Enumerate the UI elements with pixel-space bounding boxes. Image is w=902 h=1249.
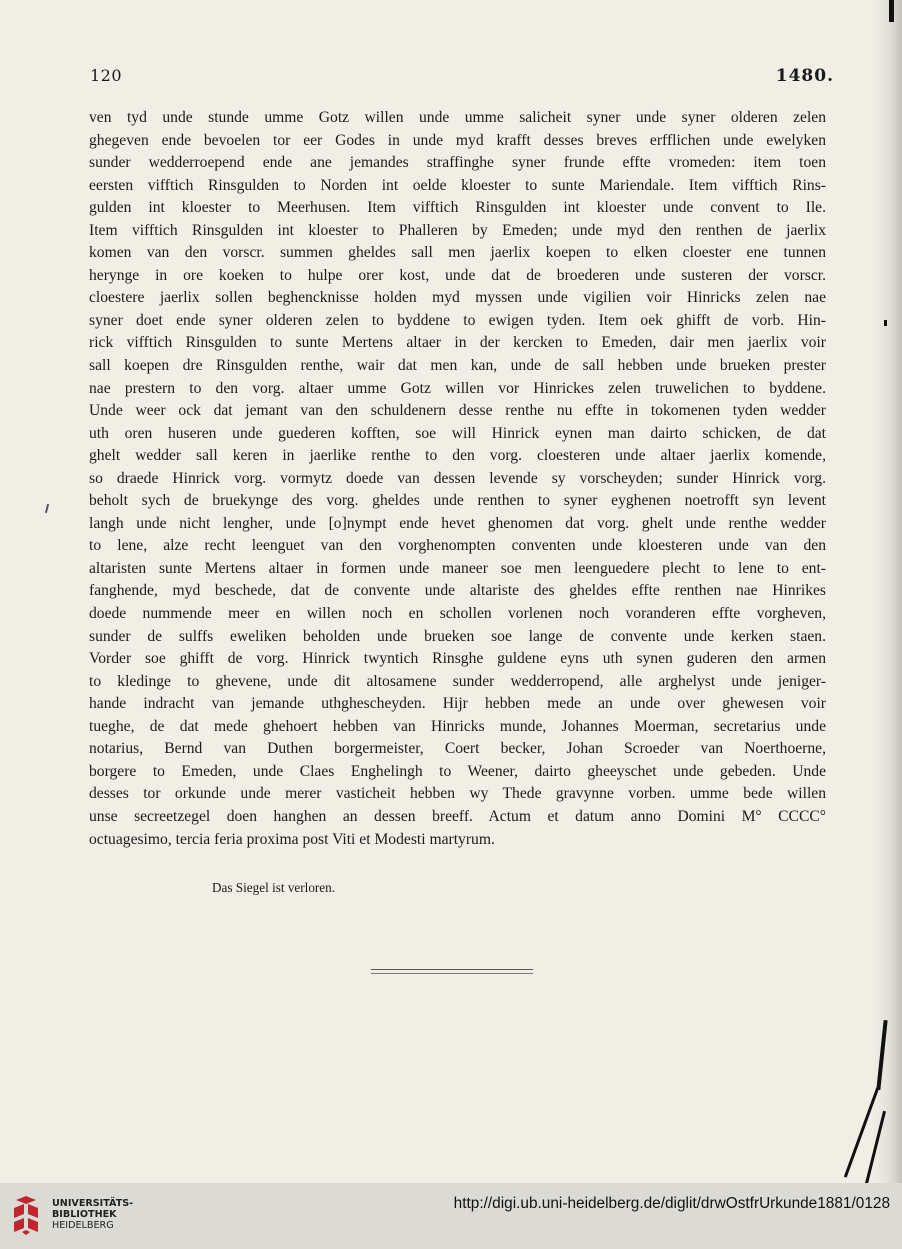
- text-line: herynge in ore koeken to hulpe orer kost, unde dat de broederen unde susteren der vorscr.: [89, 266, 826, 284]
- library-name-line: BIBLIOTHEK: [52, 1208, 117, 1220]
- page-edge-shadow: [872, 0, 902, 1183]
- edge-mark: [889, 0, 894, 22]
- page-number: 120: [90, 66, 123, 85]
- text-line: Unde weer ock dat jemant van den schuldenern desse renthe nu effte in tokomenen tyden wedder: [89, 402, 826, 420]
- text-line: rick vifftich Rinsgulden to sunte Mertens altaer in der kercken to Emeden, dair men jaerlix voir: [89, 334, 826, 352]
- text-line: nae prestern to den vorg. altaer umme Gotz willen vor Hinrickes zelen truwelichen to byddene.: [89, 379, 826, 397]
- text-line: eersten vifftich Rinsgulden to Norden int oelde kloester to sunte Mariendale. Item vifftich Rins-: [89, 176, 826, 194]
- text-line: uth oren huseren unde guederen kofften, soe will Hinrick eynen man dairto schicken, de dat: [89, 424, 826, 442]
- text-line: sunder wedderroepend ende ane jemandes straffinghe syner frunde effte vromeden: item toen: [89, 154, 826, 172]
- text-line: ghegeven ende bevoelen tor eer Godes in unde myd krafft desses breves erfflichen unde ewelyken: [89, 131, 826, 149]
- edge-mark: [884, 320, 887, 326]
- text-line: ghelt wedder sall keren in jaerlike renthe to den vorg. cloesteren unde altaer jaerlix komende,: [89, 447, 826, 465]
- heidelberg-library-logo-icon[interactable]: [12, 1194, 40, 1236]
- library-name-line: UNIVERSITÄTS-: [52, 1198, 134, 1209]
- text-line: langh unde nicht lengher, unde [o]nympt ende hevet ghenomen dat vorg. ghelt unde renthe wedder: [89, 514, 826, 532]
- text-line: borgere to Emeden, unde Claes Enghelingh to Weener, dairto gheeyschet unde gebeden. Unde: [89, 762, 826, 780]
- text-line: notarius, Bernd van Duthen borgermeister, Coert becker, Johan Scroeder van Noerthoerne,: [89, 740, 826, 758]
- viewer-footer: [0, 1183, 902, 1249]
- text-line: beholt sych de bruekynge des vorg. gheldes unde renthen to syner eyghenen noetrofft syn levent: [89, 492, 826, 510]
- library-name[interactable]: [52, 1199, 133, 1231]
- text-line: octuagesimo, tercia feria proxima post Viti et Modesti martyrum.: [89, 830, 495, 848]
- text-line: fanghende, myd beschede, dat de convente unde altariste des gheldes effte renthen nae Hinrikes: [89, 582, 826, 600]
- text-line: sall koepen dre Rinsgulden renthe, wair dat men kan, unde de sall hebben unde brueken prester: [89, 357, 826, 375]
- text-line: Vorder soe ghifft de vorg. Hinrick twyntich Rinsghe guldene eyns uth synen guderen den armen: [89, 650, 826, 668]
- text-line: syner doet ende syner olderen zelen to byddene to ewigen tyden. Item oek ghifft de vorb. Hin-: [89, 311, 826, 329]
- separator-rule: [371, 969, 533, 974]
- text-line: sunder de sulffs eweliken beholden unde brueken soe lange de convente unde kerken staen.: [89, 627, 826, 645]
- library-name-line: HEIDELBERG: [52, 1219, 114, 1231]
- text-line: so draede Hinrick vorg. vormytz doede van dessen levende sy vorscheyden; sunder Hinrick vorg.: [89, 469, 826, 487]
- text-line: altaristen sunte Mertens altaer in formen unde maneer soe men leenguedere plecht to lene to ent-: [89, 559, 826, 577]
- text-line: doede nummende meer en willen noch en schollen vorlenen noch voranderen effte vorgheven,: [89, 605, 826, 623]
- text-line: cloestere jaerlix sollen beghencknisse holden myd myssen unde vigilien voir Hinricks zelen nae: [89, 289, 826, 307]
- text-line: unse secreetzegel doen hanghen an dessen breeff. Actum et datum anno Domini M° CCCC°: [89, 807, 826, 825]
- page-year: 1480.: [775, 66, 834, 86]
- text-line: tueghe, de dat mede ghehoert hebben van Hinricks munde, Johannes Moerman, secretarius unde: [89, 717, 826, 735]
- text-line: ven tyd unde stunde umme Gotz willen unde umme salicheit syner unde syner olderen zelen: [89, 109, 826, 126]
- seal-note: Das Siegel ist verloren.: [212, 880, 336, 895]
- text-line: Item vifftich Rinsgulden int kloester to Phalleren by Emeden; unde myd den renthen de jaerlix: [89, 221, 826, 239]
- text-line: desses tor orkunde unde merer vasticheit hebben wy Thede gravynne vorben. umme bede willen: [89, 785, 826, 803]
- permalink-url[interactable]: http://digi.ub.uni-heidelberg.de/diglit/drwOstfrUrkunde1881/0128: [453, 1195, 890, 1212]
- margin-mark: [45, 504, 49, 513]
- page-header: [90, 66, 834, 88]
- text-line: to lene, alze recht leenguet van den vorghenompten conventen unde kloesteren unde van den: [89, 537, 826, 555]
- text-line: hande indracht van jemande uthghescheyden. Hijr hebben mede an unde over ghewesen voir: [89, 695, 826, 713]
- text-line: gulden int kloester to Meerhusen. Item vifftich Rinsgulden int kloester unde convent to Ile.: [89, 199, 826, 217]
- text-line: komen van den vorscr. summen gheldes sall men jaerlix koepen to elken cloester ene tunnen: [89, 244, 826, 262]
- text-line: to kledinge to ghevene, unde dit altosamene sunder wedderropend, alle arghelyst unde jeniger-: [89, 672, 826, 690]
- document-body: [89, 107, 826, 851]
